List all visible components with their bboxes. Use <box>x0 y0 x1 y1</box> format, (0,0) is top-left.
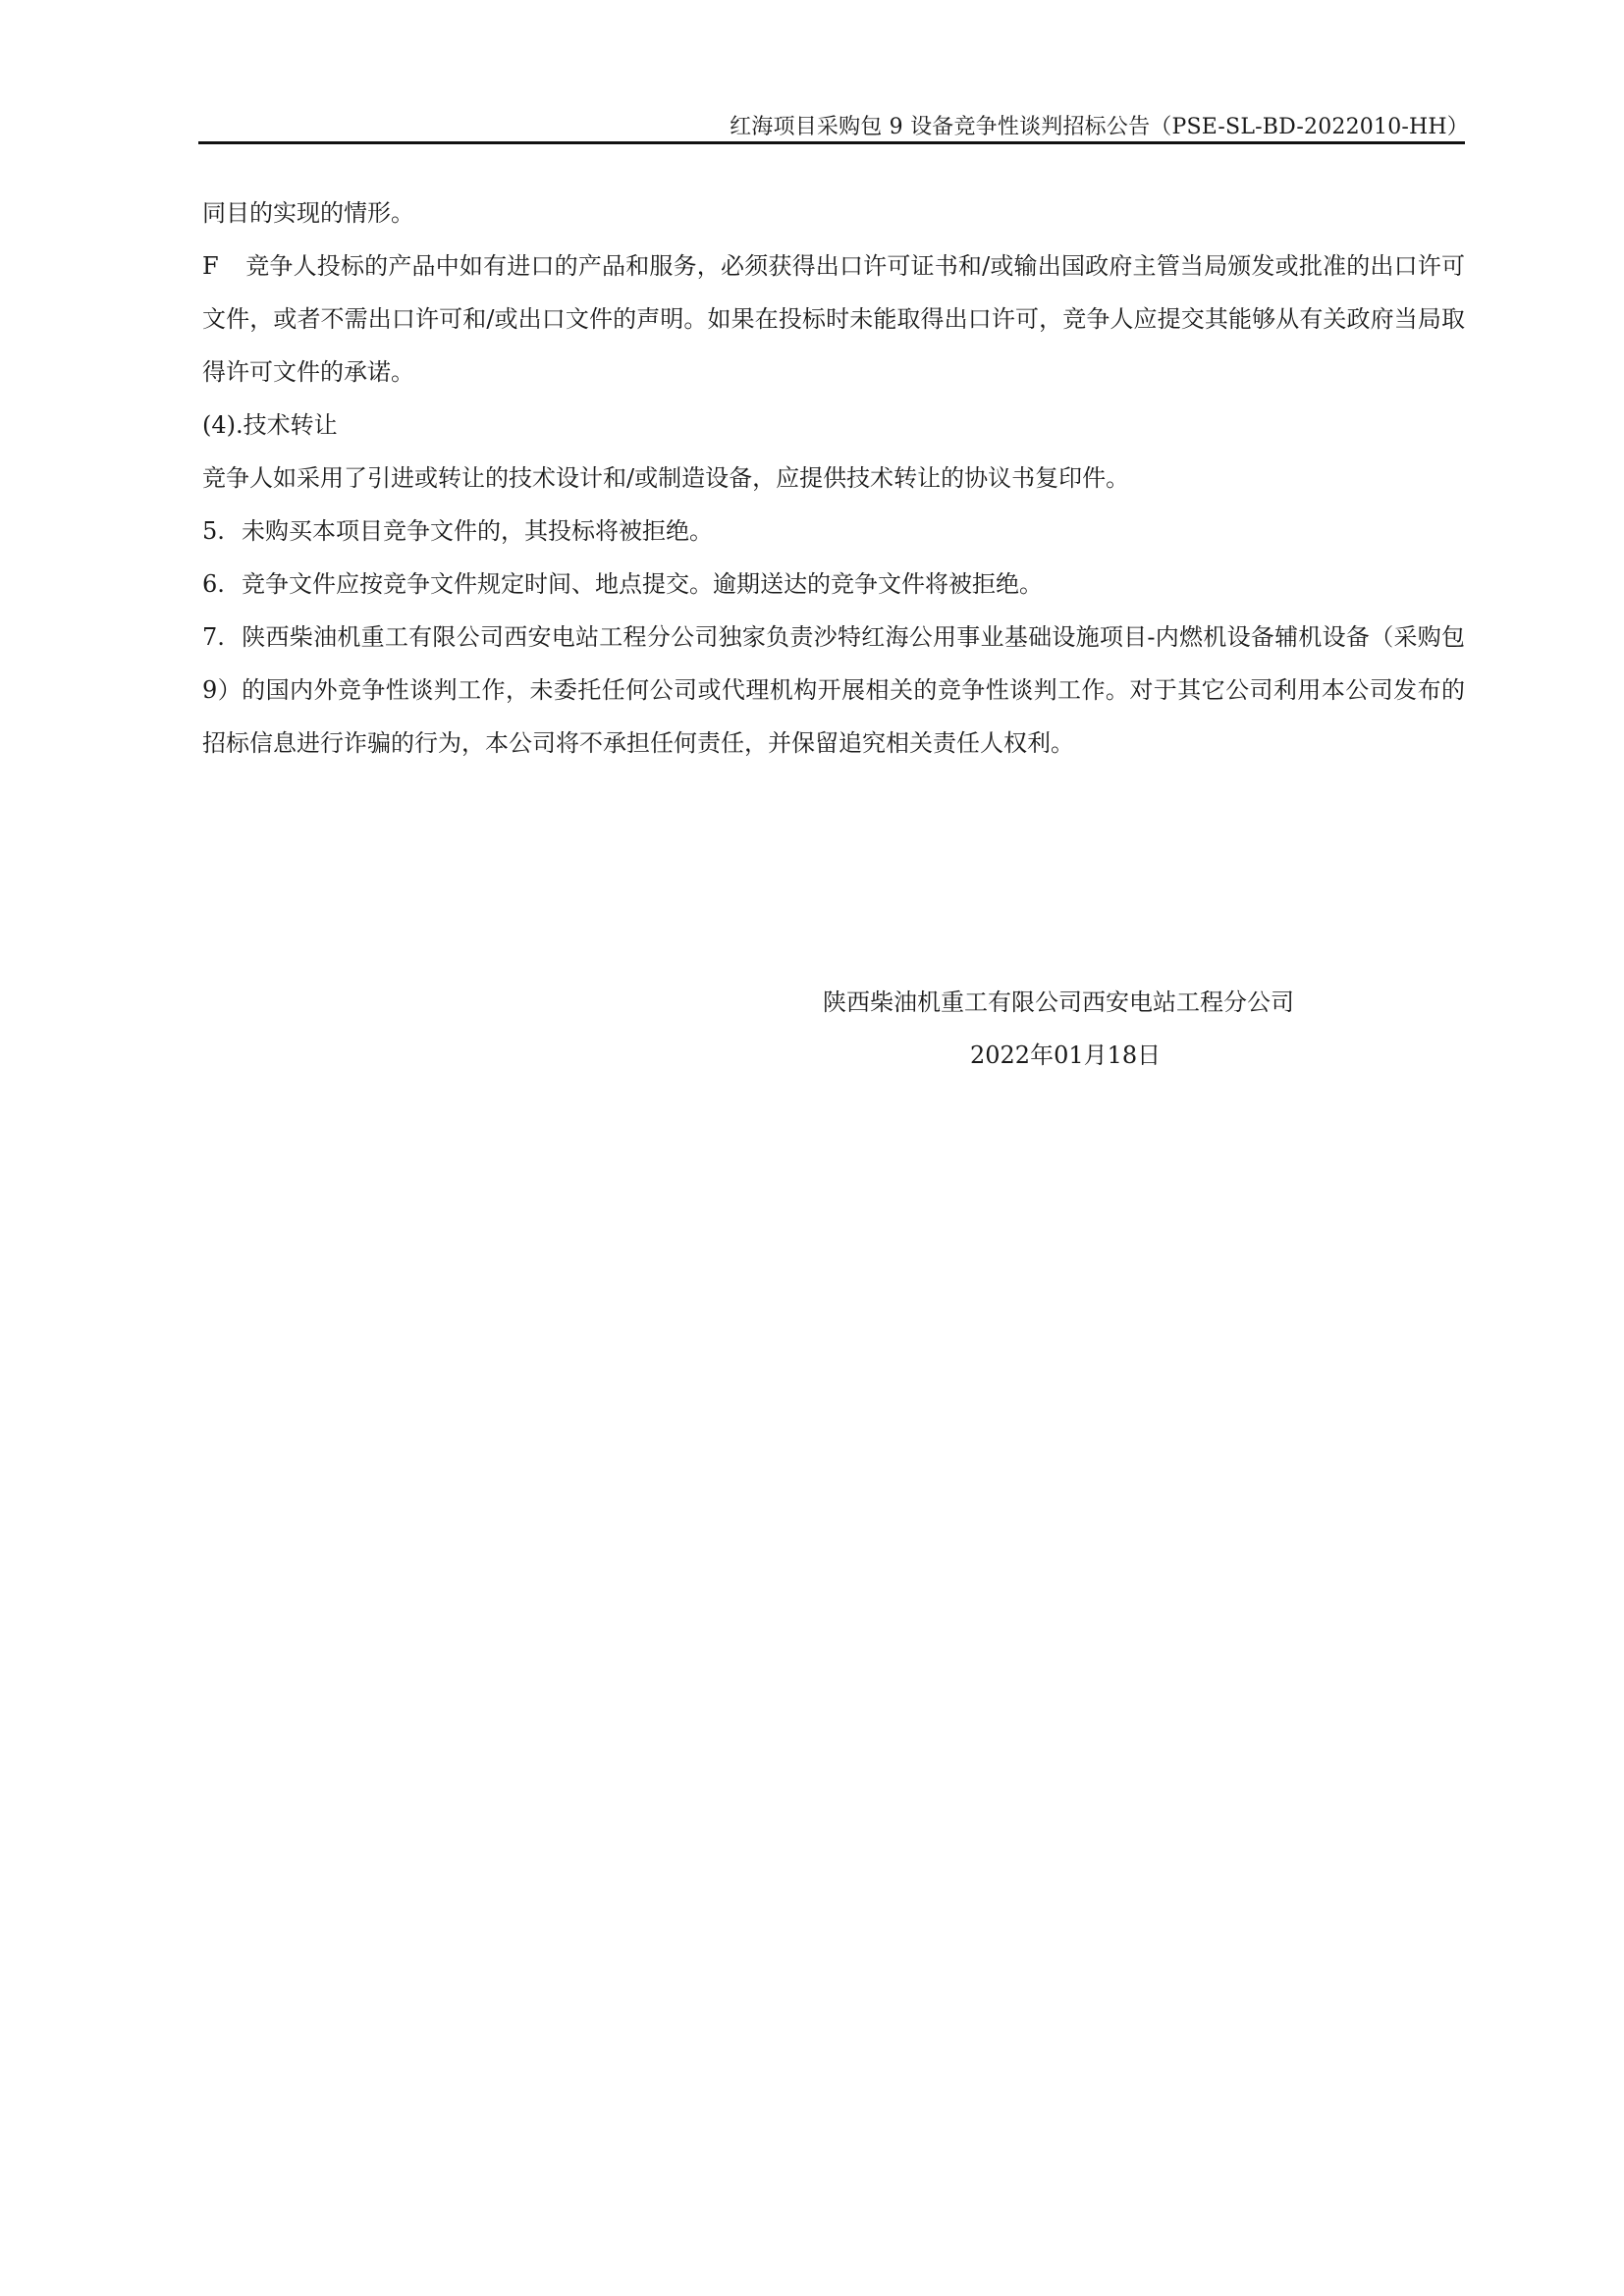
item-6-paragraph <box>202 558 1465 611</box>
section-4-text: 竞争人如采用了引进或转让的技术设计和/或制造设备，应提供技术转让的协议书复印件。 <box>202 464 1130 492</box>
section-4-heading: (4).技术转让 <box>202 411 338 439</box>
signature-block <box>823 976 1412 1082</box>
item-7-text: 陕西柴油机重工有限公司西安电站工程分公司独家负责沙特红海公用事业基础设施项目-内燃机设备辅机设备（采购包 9）的国内外竞争性谈判工作，未委托任何公司或代理机构开展相关的竞争性谈判工作。对于其它公司利用本公司发布的招标信息进行诈骗的行为，本公司将不承担任何责任，并保留追究相关责任人权利。 <box>202 623 1465 757</box>
page-header-title: 红海项目采购包 9 设备竞争性谈判招标公告（PSE-SL-BD-2022010-HH） <box>730 115 1469 139</box>
signature-date: 2022年01月18日 <box>970 1041 1162 1069</box>
item-f-label: F <box>202 252 219 280</box>
item-6-label: 6. <box>202 570 225 598</box>
document-body <box>202 187 1465 770</box>
item-5-label: 5. <box>202 517 225 545</box>
item-f-text: 竞争人投标的产品中如有进口的产品和服务，必须获得出口许可证书和/或输出国政府主管当局颁发或批准的出口许可文件，或者不需出口许可和/或出口文件的声明。如果在投标时未能取得出口许可，竞争人应提交其能够从有关政府当局取得许可文件的承诺。 <box>202 252 1465 386</box>
item-7-paragraph <box>202 611 1465 770</box>
item-7-label: 7. <box>202 623 225 651</box>
header-divider <box>198 141 1465 144</box>
item-6-text: 竞争文件应按竞争文件规定时间、地点提交。逾期送达的竞争文件将被拒绝。 <box>242 570 1043 598</box>
item-5-text: 未购买本项目竞争文件的，其投标将被拒绝。 <box>242 517 713 545</box>
continuation-paragraph: 同目的实现的情形。 <box>202 199 414 227</box>
item-5-paragraph <box>202 505 1465 558</box>
item-f-paragraph <box>202 240 1465 399</box>
signature-company: 陕西柴油机重工有限公司西安电站工程分公司 <box>823 988 1294 1016</box>
